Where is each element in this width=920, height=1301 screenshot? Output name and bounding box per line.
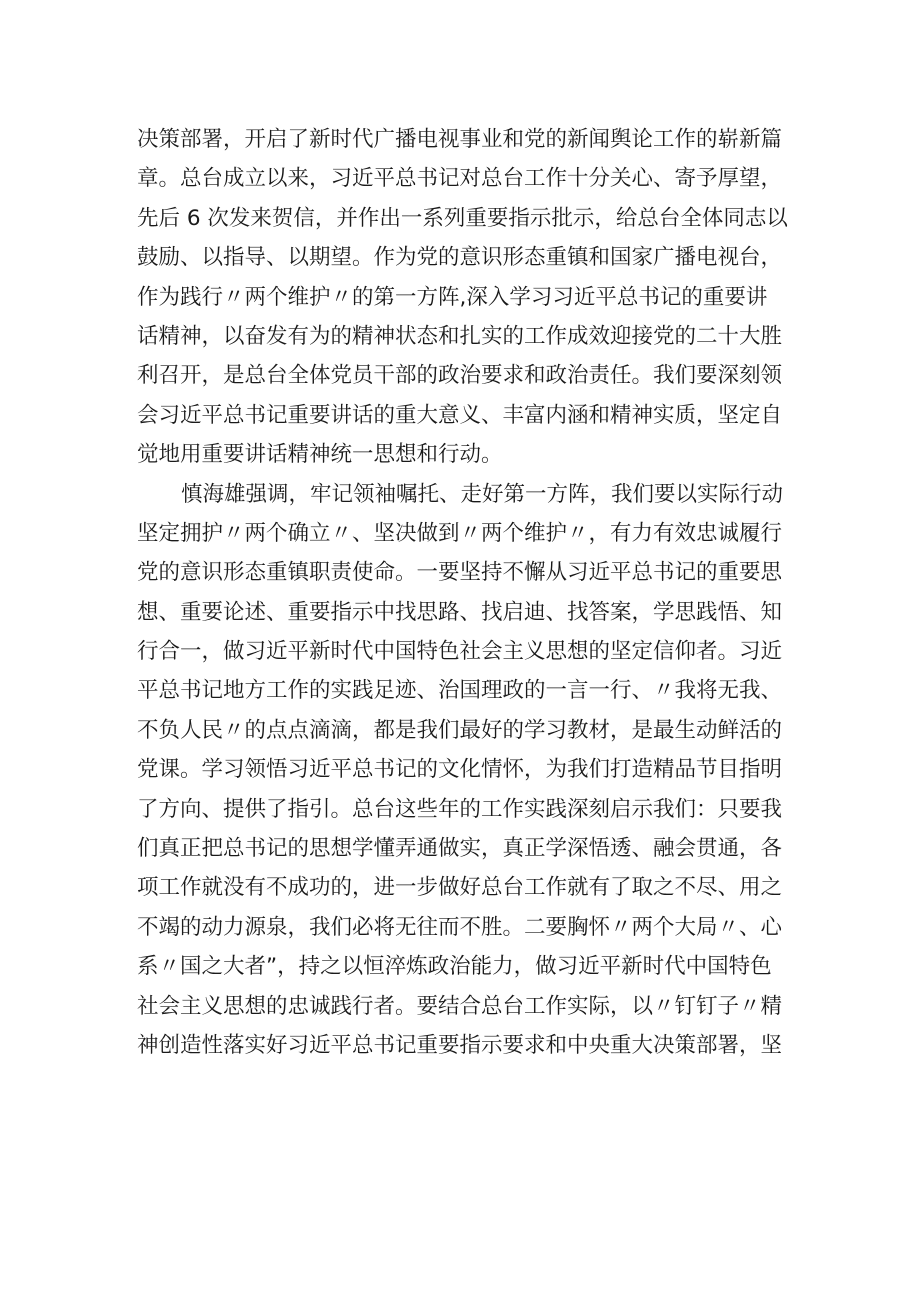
text-line: 章。总台成立以来，习近平总书记对总台工作十分关心、寄予厚望， xyxy=(137,166,783,192)
paragraph-1 xyxy=(137,120,797,475)
text-line: 了方向、提供了指引。总台这些年的工作实践深刻启示我们：只要我 xyxy=(137,796,783,822)
text-line: 利召开，是总台全体党员干部的政治要求和政治责任。我们要深刻领 xyxy=(137,363,783,389)
text-line: 党的意识形态重镇职责使命。一要坚持不懈从习近平总书记的重要思 xyxy=(137,560,783,586)
text-line: 慎海雄强调，牢记领袖嘱托、走好第一方阵，我们要以实际行动 xyxy=(181,481,784,507)
text-line: 平总书记地方工作的实践足迹、治国理政的一言一行、〃我将无我、 xyxy=(137,678,783,704)
text-line: 想、重要论述、重要指示中找思路、找启迪、找答案，学思践悟、知 xyxy=(137,599,783,625)
text-line: 党课。学习领悟习近平总书记的文化情怀，为我们打造精品节目指明 xyxy=(137,757,783,783)
text-line: 系〃国之大者”，持之以恒淬炼政治能力，做习近平新时代中国特色 xyxy=(137,954,772,980)
text-line: 们真正把总书记的思想学懂弄通做实，真正学深悟透、融会贯通，各 xyxy=(137,836,783,862)
text-line: 神创造性落实好习近平总书记重要指示要求和中央重大决策部署，坚 xyxy=(137,1032,783,1058)
text-line: 项工作就没有不成功的，进一步做好总台工作就有了取之不尽、用之 xyxy=(137,875,783,901)
text-line: 不负人民〃的点点滴滴，都是我们最好的学习教材，是最生动鲜活的 xyxy=(137,717,783,743)
text-line: 行合一，做习近平新时代中国特色社会主义思想的坚定信仰者。习近 xyxy=(137,639,783,665)
paragraph-2 xyxy=(137,475,797,1066)
text-line: 社会主义思想的忠诚践行者。要结合总台工作实际，以〃钉钉子〃精 xyxy=(137,993,783,1019)
text-line: 会习近平总书记重要讲话的重大意义、丰富内涵和精神实质，坚定自 xyxy=(137,402,783,428)
text-line: 坚定拥护〃两个确立〃、坚决做到〃两个维护〃，有力有效忠诚履行 xyxy=(137,520,783,546)
text-line: 作为践行〃两个维护〃的第一方阵,深入学习习近平总书记的重要讲 xyxy=(137,284,768,310)
text-line: 决策部署，开启了新时代广播电视事业和党的新闻舆论工作的崭新篇 xyxy=(137,127,783,152)
body-text xyxy=(137,120,797,1065)
text-line: 鼓励、以指导、以期望。作为党的意识形态重镇和国家广播电视台， xyxy=(137,245,783,271)
text-line: 不竭的动力源泉，我们必将无往而不胜。二要胸怀〃两个大局〃、心 xyxy=(137,914,783,940)
text-line: 先后 6 次发来贺信，并作出一系列重要指示批示，给总台全体同志以 xyxy=(137,205,788,231)
text-line: 话精神，以奋发有为的精神状态和扎实的工作成效迎接党的二十大胜 xyxy=(137,323,783,349)
text-line: 觉地用重要讲话精神统一思想和行动。 xyxy=(137,442,503,468)
